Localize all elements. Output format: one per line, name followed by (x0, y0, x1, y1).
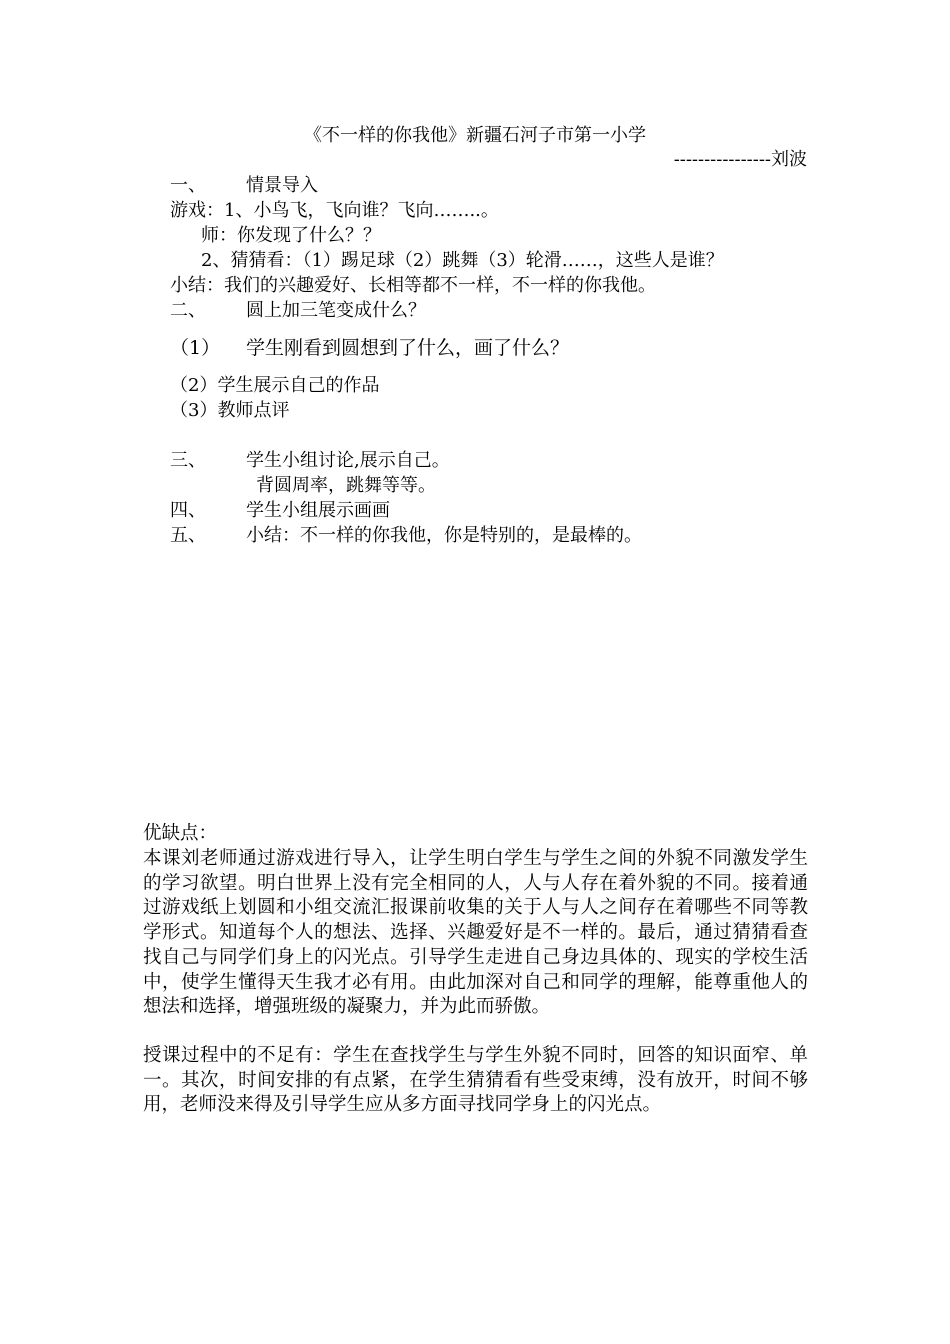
section-3-detail: 背圆周率，跳舞等等。 (256, 475, 436, 496)
section-4-heading (170, 499, 390, 523)
section-title: 学生小组讨论,展示自己。 (246, 450, 450, 471)
item-text: 学生刚看到圆想到了什么，画了什么？ (246, 337, 570, 359)
evaluation-label: 优缺点： (143, 823, 218, 844)
section-2-heading (170, 299, 426, 323)
author-line: ----------------刘波 (673, 149, 807, 170)
evaluation-paragraph-2: 授课过程中的不足有：学生在查找学生与学生外貌不同时，回答的知识面窄、单一。其次，时间安排的有点紧，在学生猜猜看有些受束缚，没有放开，时间不够用，老师没来得及引导学生应从多方面寻找同学身上的闪光点。 (143, 1045, 808, 1116)
document-title: 《不一样的你我他》新疆石河子市第一小学 (304, 125, 646, 146)
section-title: 情景导入 (246, 175, 318, 196)
section-1-heading (170, 174, 318, 198)
section-number: 五、 (170, 525, 206, 546)
section-5-heading (170, 524, 642, 548)
item-number: （1） (170, 337, 221, 359)
section-3-heading (170, 449, 450, 473)
teacher-line: 师：你发现了什么？？ (201, 225, 381, 246)
section-2-item-1 (170, 336, 569, 360)
section-title: 圆上加三笔变成什么？ (246, 300, 426, 321)
section-number: 四、 (170, 500, 206, 521)
section-number: 一、 (170, 175, 206, 196)
section-title: 学生小组展示画画 (246, 500, 390, 521)
guess-line: 2、猜猜看：（1）踢足球（2）跳舞（3）轮滑……，这些人是谁？ (201, 250, 724, 271)
section-title: 小结：不一样的你我他，你是特别的，是最棒的。 (246, 525, 642, 546)
section-number: 二、 (170, 300, 206, 321)
game-line: 游戏：1、小鸟飞，飞向谁？飞向……..。 (170, 200, 499, 221)
section-2-item-3: （3）教师点评 (170, 400, 290, 421)
section-number: 三、 (170, 450, 206, 471)
summary-line: 小结：我们的兴趣爱好、长相等都不一样，不一样的你我他。 (170, 275, 656, 296)
section-2-item-2: （2）学生展示自己的作品 (170, 375, 380, 396)
evaluation-paragraph-1: 本课刘老师通过游戏进行导入，让学生明白学生与学生之间的外貌不同激发学生的学习欲望。明白世界上没有完全相同的人，人与人存在着外貌的不同。接着通过游戏纸上划圆和小组交流汇报课前收集的关于人与人之间存在着哪些不同等教学形式。知道每个人的想法、选择、兴趣爱好是不一样的。最后，通过猜猜看查找自己与同学们身上的闪光点。引导学生走进自己身边具体的、现实的学校生活中，使学生懂得天生我才必有用。由此加深对自己和同学的理解，能尊重他人的想法和选择，增强班级的凝聚力，并为此而骄傲。 (143, 848, 808, 1018)
